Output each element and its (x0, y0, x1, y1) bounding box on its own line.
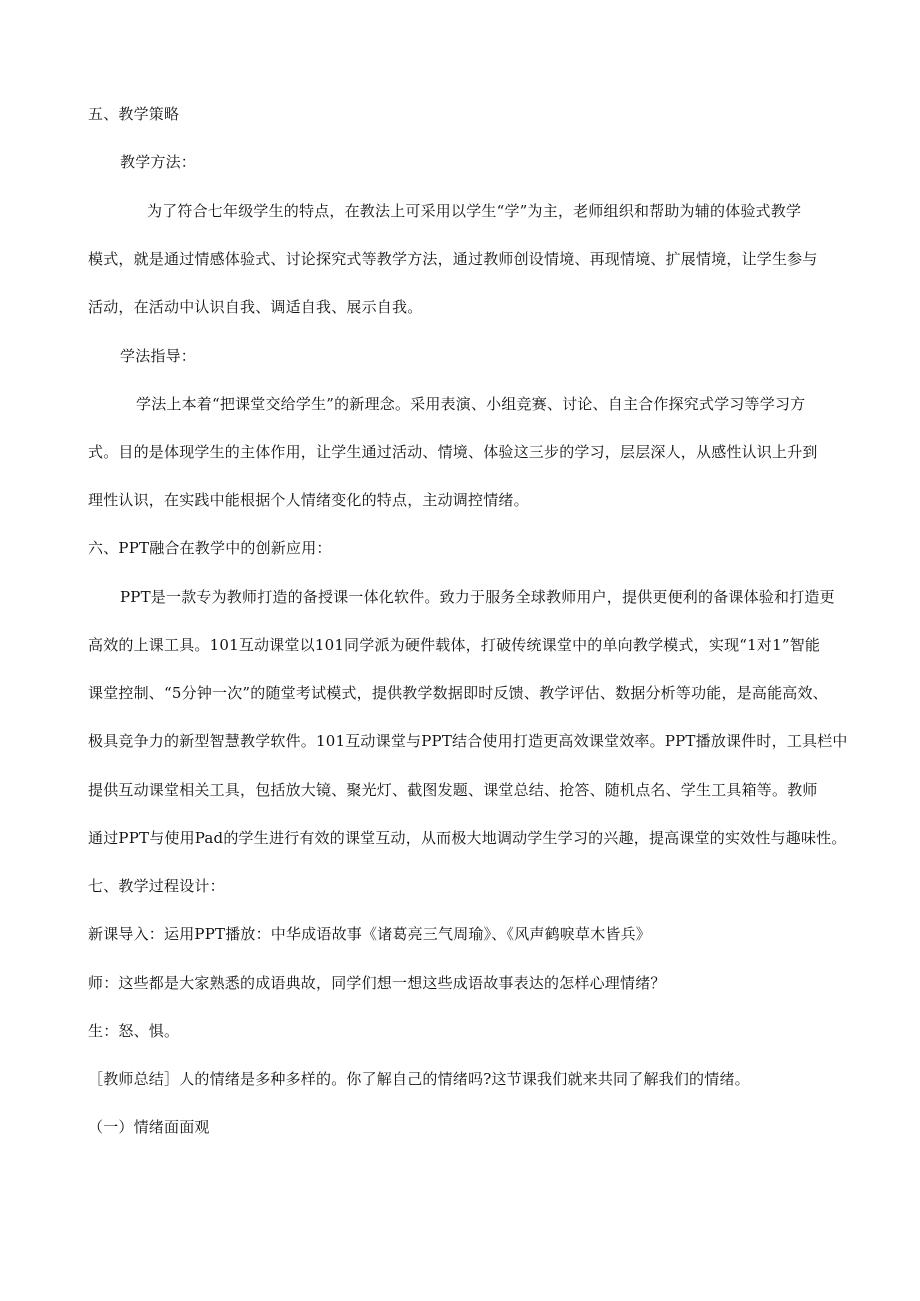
methods-paragraph-line-3: 活动，在活动中认识自我、调适自我、展示自我。 (88, 298, 423, 316)
subsection-heading-1: （一）情绪面面观 (88, 1118, 210, 1136)
guidance-paragraph-line-2: 式。目的是体现学生的主体作用，让学生通过活动、情境、体验这三步的学习，层层深人，从感性认识上升到 (88, 443, 818, 461)
student-answer: 生：怒、惧。 (88, 1022, 180, 1040)
guidance-label: 学法指导： (120, 347, 197, 365)
teacher-summary: ［教师总结］人的情绪是多种多样的。你了解自己的情绪吗?这节课我们就来共同了解我们的情绪。 (88, 1070, 750, 1088)
methods-paragraph-line-1: 为了符合七年级学生的特点，在教法上可采用以学生“学”为主，老师组织和帮助为辅的体验式教学 (147, 202, 802, 220)
guidance-paragraph-line-1: 学法上本着“把课堂交给学生”的新理念。采用表演、小组竞赛、讨论、自主合作探究式学习等学习方 (136, 395, 806, 413)
ppt-paragraph-line-4: 极具竞争力的新型智慧教学软件。101互动课堂与PPT结合使用打造更高效课堂效率。PPT播放课件时，工具栏中 (88, 732, 848, 750)
ppt-paragraph-line-6: 通过PPT与使用Pad的学生进行有效的课堂互动，从而极大地调动学生学习的兴趣，提高课堂的实效性与趣味性。 (88, 829, 847, 847)
ppt-paragraph-line-5: 提供互动课堂相关工具，包括放大镜、聚光灯、截图发题、课堂总结、抢答、随机点名、学生工具箱等。教师 (88, 781, 818, 799)
methods-label: 教学方法： (120, 153, 197, 171)
ppt-paragraph-line-1: PPT是一款专为教师打造的备授课一体化软件。致力于服务全球教师用户，提供更便利的备课体验和打造更 (120, 588, 835, 606)
guidance-paragraph-line-3: 理性认识，在实践中能根据个人情绪变化的特点，主动调控情绪。 (88, 491, 529, 509)
methods-paragraph-line-2: 模式，就是通过情感体验式、讨论探究式等教学方法，通过教师创设情境、再现情境、扩展情境，让学生参与 (88, 250, 818, 268)
ppt-paragraph-line-2: 高效的上课工具。101互动课堂以101同学派为硬件载体，打破传统课堂中的单向教学模式，实现“1对1”智能 (88, 636, 821, 654)
section-heading-5: 五、教学策略 (88, 105, 180, 123)
section-heading-7: 七、教学过程设计： (88, 877, 225, 895)
teacher-question: 师：这些都是大家熟悉的成语典故，同学们想一想这些成语故事表达的怎样心理情绪？ (88, 974, 666, 992)
section-heading-6: 六、PPT融合在教学中的创新应用： (88, 539, 332, 557)
lesson-intro: 新课导入：运用PPT播放：中华成语故事《诸葛亮三气周瑜》、《风声鹤唳草木皆兵》 (88, 925, 651, 943)
ppt-paragraph-line-3: 课堂控制、“5分钟一次”的随堂考试模式，提供教学数据即时反馈、教学评估、数据分析等功能，是高能高效、 (88, 684, 828, 702)
